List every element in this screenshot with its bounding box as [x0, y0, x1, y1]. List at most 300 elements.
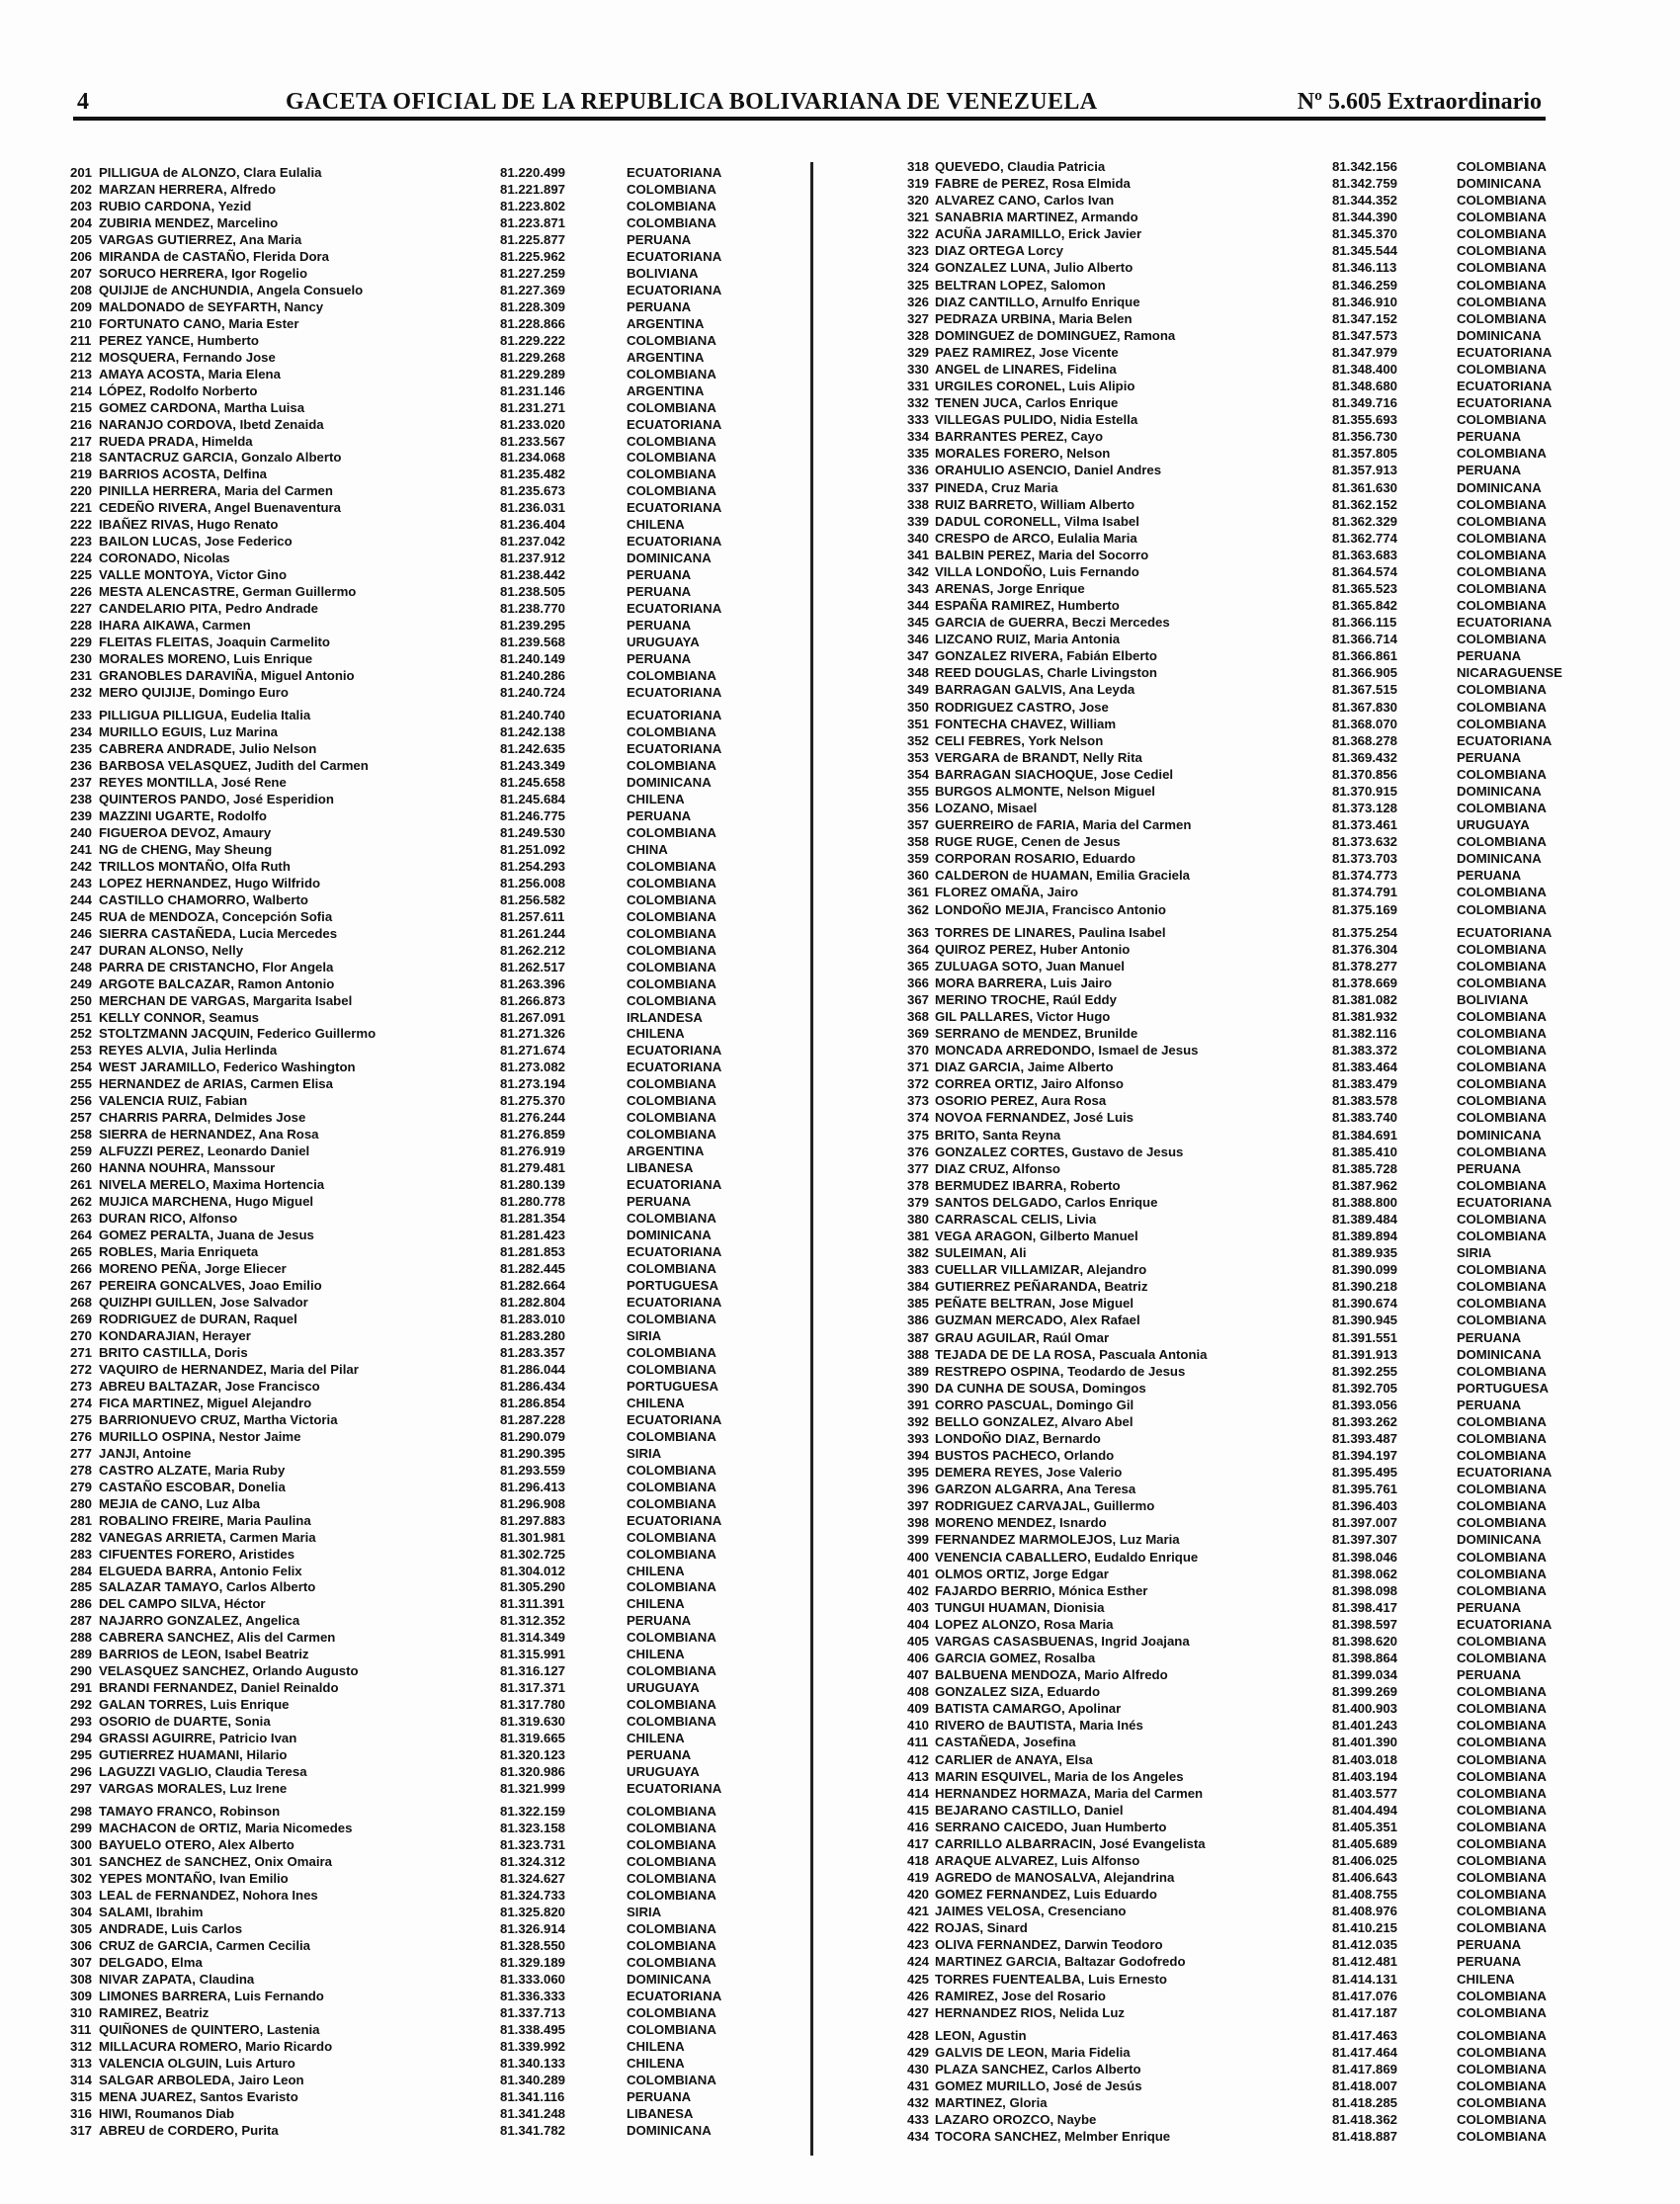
id-number: 81.324.312 [500, 1854, 566, 1869]
nationality: ECUATORIANA [1457, 1194, 1553, 1210]
nationality: DOMINICANA [627, 551, 712, 566]
id-number: 81.321.999 [500, 1781, 566, 1797]
nationality: PERUANA [1457, 1397, 1522, 1412]
entry-number: 399 [907, 1532, 930, 1548]
id-number: 81.395.761 [1332, 1482, 1398, 1497]
id-number: 81.344.390 [1332, 210, 1398, 225]
id-number: 81.383.740 [1332, 1110, 1398, 1126]
id-number: 81.282.445 [500, 1261, 566, 1277]
id-number: 81.227.259 [500, 265, 566, 281]
id-number: 81.225.877 [500, 231, 566, 247]
page-number: 4 [77, 89, 89, 115]
entry-number: 332 [907, 395, 930, 411]
id-number: 81.357.913 [1332, 463, 1398, 478]
entry-number: 409 [907, 1701, 930, 1717]
nationality: ECUATORIANA [1457, 1616, 1553, 1632]
id-number: 81.418.285 [1332, 2095, 1398, 2111]
nationality: ECUATORIANA [627, 282, 722, 297]
nationality: COLOMBIANA [1457, 2044, 1547, 2060]
person-name: PARRA DE CRISTANCHO, Flor Angela [99, 959, 334, 975]
id-number: 81.341.782 [500, 2122, 566, 2138]
entry-number: 398 [907, 1515, 930, 1531]
person-name: HERNANDEZ de ARIAS, Carmen Elisa [99, 1076, 333, 1092]
entry-number: 373 [907, 1093, 930, 1109]
id-number: 81.266.873 [500, 992, 566, 1008]
nationality: COLOMBIANA [627, 908, 716, 924]
entry-number: 370 [907, 1043, 930, 1059]
nationality: ECUATORIANA [627, 601, 722, 617]
id-number: 81.362.774 [1332, 530, 1398, 546]
id-number: 81.414.131 [1332, 1971, 1398, 1987]
entry-number: 284 [70, 1563, 93, 1578]
nationality: PERUANA [1457, 648, 1522, 664]
person-name: PEREIRA GONCALVES, Joao Emilio [99, 1278, 322, 1294]
id-number: 81.281.853 [500, 1244, 566, 1260]
id-number: 81.394.197 [1332, 1448, 1398, 1464]
entry-number: 414 [907, 1785, 930, 1801]
nationality: ECUATORIANA [627, 1060, 722, 1075]
person-name: DOMINGUEZ de DOMINGUEZ, Ramona [935, 327, 1176, 343]
nationality: COLOMBIANA [1457, 1853, 1547, 1868]
id-number: 81.262.517 [500, 959, 566, 975]
nationality: COLOMBIANA [627, 366, 716, 381]
person-name: DADUL CORONELL, Vilma Isabel [935, 513, 1139, 529]
person-name: FABRE de PEREZ, Rosa Elmida [935, 176, 1131, 192]
id-number: 81.375.254 [1332, 924, 1398, 940]
person-name: CEDEÑO RIVERA, Angel Buenaventura [99, 500, 341, 516]
person-name: CASTAÑEDA, Josefina [935, 1735, 1076, 1750]
id-number: 81.336.333 [500, 1988, 566, 2003]
nationality: ECUATORIANA [627, 1177, 722, 1193]
id-number: 81.283.280 [500, 1327, 566, 1343]
entry-number: 400 [907, 1549, 930, 1565]
id-number: 81.387.962 [1332, 1177, 1398, 1193]
nationality: COLOMBIANA [627, 2072, 716, 2087]
id-number: 81.328.550 [500, 1937, 566, 1953]
entry-number: 348 [907, 665, 930, 681]
entry-number: 380 [907, 1211, 930, 1227]
entry-number: 224 [70, 551, 93, 566]
person-name: GOMEZ FERNANDEZ, Luis Eduardo [935, 1887, 1157, 1903]
person-name: BRITO CASTILLA, Doris [99, 1344, 248, 1360]
entry-number: 392 [907, 1413, 930, 1429]
id-number: 81.399.269 [1332, 1684, 1398, 1700]
entry-number: 388 [907, 1346, 930, 1362]
nationality: COLOMBIANA [627, 1261, 716, 1277]
entry-number: 389 [907, 1363, 930, 1379]
person-name: SANCHEZ de SANCHEZ, Onix Omaira [99, 1854, 332, 1869]
entry-number: 207 [70, 265, 93, 281]
id-number: 81.271.674 [500, 1043, 566, 1059]
person-name: QUIÑONES de QUINTERO, Lastenia [99, 2021, 320, 2037]
entry-number: 356 [907, 801, 930, 816]
id-number: 81.325.820 [500, 1904, 566, 1919]
entry-number: 407 [907, 1667, 930, 1683]
person-name: LONDOÑO MEJIA, Francisco Antonio [935, 901, 1166, 917]
id-number: 81.297.883 [500, 1512, 566, 1528]
id-number: 81.333.060 [500, 1971, 566, 1987]
id-number: 81.340.133 [500, 2055, 566, 2071]
nationality: COLOMBIANA [1457, 2129, 1547, 2145]
id-number: 81.239.568 [500, 635, 566, 650]
id-number: 81.405.689 [1332, 1835, 1398, 1851]
id-number: 81.324.733 [500, 1887, 566, 1903]
nationality: LIBANESA [627, 1160, 694, 1176]
nationality: COLOMBIANA [627, 1311, 716, 1326]
nationality: COLOMBIANA [627, 466, 716, 482]
entry-number: 223 [70, 534, 93, 550]
entry-number: 333 [907, 412, 930, 428]
person-name: ALVAREZ CANO, Carlos Ivan [935, 193, 1115, 209]
id-number: 81.231.146 [500, 382, 566, 398]
nationality: ECUATORIANA [1457, 379, 1553, 394]
id-number: 81.366.714 [1332, 632, 1398, 647]
id-number: 81.417.187 [1332, 2004, 1398, 2020]
id-number: 81.397.307 [1332, 1532, 1398, 1548]
entry-number: 220 [70, 483, 93, 499]
person-name: FERNANDEZ MARMOLEJOS, Luz Maria [935, 1532, 1180, 1548]
entry-number: 209 [70, 298, 93, 314]
id-number: 81.348.400 [1332, 361, 1398, 377]
person-name: BATISTA CAMARGO, Apolinar [935, 1701, 1122, 1717]
entry-number: 405 [907, 1633, 930, 1649]
person-name: DURAN RICO, Alfonso [99, 1211, 238, 1227]
entry-number: 328 [907, 327, 930, 343]
nationality: COLOMBIANA [627, 992, 716, 1008]
person-name: MORALES FORERO, Nelson [935, 446, 1111, 462]
id-number: 81.347.573 [1332, 327, 1398, 343]
id-number: 81.251.092 [500, 841, 566, 857]
person-name: GONZALEZ LUNA, Julio Alberto [935, 260, 1134, 276]
nationality: COLOMBIANA [627, 1479, 716, 1494]
person-name: VARGAS CASASBUENAS, Ingrid Joajana [935, 1633, 1190, 1649]
person-name: RAMIREZ, Beatriz [99, 2004, 210, 2020]
id-number: 81.235.482 [500, 466, 566, 482]
person-name: LONDOÑO DIAZ, Bernardo [935, 1431, 1101, 1446]
id-number: 81.362.152 [1332, 496, 1398, 512]
entry-number: 272 [70, 1361, 93, 1377]
id-number: 81.267.091 [500, 1009, 566, 1025]
id-number: 81.381.082 [1332, 991, 1398, 1007]
entry-number: 232 [70, 685, 93, 701]
id-number: 81.389.484 [1332, 1211, 1398, 1227]
id-number: 81.366.861 [1332, 648, 1398, 664]
nationality: CHILENA [627, 2038, 685, 2054]
nationality: ECUATORIANA [1457, 344, 1553, 360]
id-number: 81.364.574 [1332, 563, 1398, 579]
person-name: MORALES MORENO, Luis Enrique [99, 651, 313, 667]
entry-number: 425 [907, 1971, 930, 1987]
person-name: GONZALEZ SIZA, Eduardo [935, 1684, 1101, 1700]
person-name: LIMONES BARRERA, Luis Fernando [99, 1988, 324, 2003]
entry-number: 385 [907, 1296, 930, 1312]
nationality: DOMINICANA [1457, 327, 1542, 343]
entry-number: 354 [907, 766, 930, 782]
id-number: 81.312.352 [500, 1613, 566, 1629]
entry-number: 338 [907, 496, 930, 512]
id-number: 81.242.138 [500, 724, 566, 739]
person-name: PILLIGUA de ALONZO, Clara Eulalia [99, 165, 322, 180]
nationality: DOMINICANA [1457, 1346, 1542, 1362]
nationality: CHILENA [627, 1596, 685, 1612]
person-name: PAEZ RAMIREZ, Jose Vicente [935, 344, 1119, 360]
entry-number: 413 [907, 1768, 930, 1784]
person-name: JAIMES VELOSA, Cresenciano [935, 1904, 1127, 1919]
id-number: 81.347.979 [1332, 344, 1398, 360]
entry-number: 417 [907, 1835, 930, 1851]
id-number: 81.410.215 [1332, 1920, 1398, 1936]
nationality: CHILENA [627, 2055, 685, 2071]
id-number: 81.257.611 [500, 908, 565, 924]
person-name: ARGOTE BALCAZAR, Ramon Antonio [99, 975, 335, 991]
id-number: 81.323.731 [500, 1837, 566, 1853]
id-number: 81.389.894 [1332, 1229, 1398, 1244]
id-number: 81.296.908 [500, 1495, 566, 1511]
entry-number: 292 [70, 1697, 93, 1713]
nationality: COLOMBIANA [1457, 1060, 1547, 1075]
entry-number: 424 [907, 1954, 930, 1970]
person-name: SERRANO de MENDEZ, Brunilde [935, 1026, 1138, 1042]
person-name: JANJI, Antoine [99, 1445, 192, 1461]
nationality: COLOMBIANA [1457, 1515, 1547, 1531]
entry-number: 282 [70, 1529, 93, 1545]
entry-number: 238 [70, 791, 93, 806]
entry-number: 382 [907, 1245, 930, 1261]
nationality: PERUANA [1457, 1954, 1522, 1970]
id-number: 81.231.271 [500, 399, 566, 415]
entry-number: 335 [907, 446, 930, 462]
id-number: 81.357.805 [1332, 446, 1398, 462]
id-number: 81.304.012 [500, 1563, 566, 1578]
person-name: ARAQUE ALVAREZ, Luis Alfonso [935, 1853, 1140, 1868]
person-name: QUIROZ PEREZ, Huber Antonio [935, 941, 1131, 957]
person-name: MALDONADO de SEYFARTH, Nancy [99, 298, 324, 314]
id-number: 81.398.098 [1332, 1582, 1398, 1598]
nationality: COLOMBIANA [627, 2021, 716, 2037]
entry-number: 255 [70, 1076, 93, 1092]
id-number: 81.398.062 [1332, 1566, 1398, 1581]
id-number: 81.324.627 [500, 1870, 566, 1886]
person-name: RODRIGUEZ CARVAJAL, Guillermo [935, 1498, 1155, 1514]
entry-number: 340 [907, 530, 930, 546]
person-name: MONCADA ARREDONDO, Ismael de Jesus [935, 1043, 1199, 1059]
person-name: BARRIOS de LEON, Isabel Beatriz [99, 1647, 309, 1662]
person-name: RIVERO de BAUTISTA, Maria Inés [935, 1718, 1143, 1734]
id-number: 81.311.391 [500, 1596, 565, 1612]
id-number: 81.282.804 [500, 1294, 566, 1310]
person-name: AMAYA ACOSTA, Maria Elena [99, 366, 281, 381]
id-number: 81.236.031 [500, 500, 566, 516]
nationality: COLOMBIANA [627, 483, 716, 499]
nationality: COLOMBIANA [627, 1854, 716, 1869]
entry-number: 430 [907, 2061, 930, 2077]
id-number: 81.315.991 [500, 1647, 566, 1662]
nationality: COLOMBIANA [1457, 210, 1547, 225]
nationality: COLOMBIANA [1457, 2078, 1547, 2094]
person-name: VELASQUEZ SANCHEZ, Orlando Augusto [99, 1663, 359, 1679]
person-name: MESTA ALENCASTRE, German Guillermo [99, 584, 357, 600]
person-name: CASTRO ALZATE, Maria Ruby [99, 1462, 286, 1478]
nationality: COLOMBIANA [1457, 1768, 1547, 1784]
entry-number: 308 [70, 1971, 93, 1987]
entry-number: 376 [907, 1144, 930, 1159]
id-number: 81.319.665 [500, 1731, 566, 1746]
id-number: 81.398.597 [1332, 1616, 1398, 1632]
entry-number: 298 [70, 1804, 93, 1820]
entry-number: 390 [907, 1380, 930, 1396]
id-number: 81.412.481 [1332, 1954, 1398, 1970]
person-name: MACHACON de ORTIZ, Maria Nicomedes [99, 1821, 353, 1836]
person-name: NIVELA MERELO, Maxima Hortencia [99, 1177, 325, 1193]
entry-number: 371 [907, 1060, 930, 1075]
id-number: 81.405.351 [1332, 1819, 1398, 1834]
id-number: 81.393.056 [1332, 1397, 1398, 1412]
id-number: 81.370.856 [1332, 766, 1398, 782]
id-number: 81.342.156 [1332, 159, 1398, 174]
entry-number: 212 [70, 349, 93, 365]
entry-number: 260 [70, 1160, 93, 1176]
id-number: 81.403.194 [1332, 1768, 1398, 1784]
nationality: COLOMBIANA [627, 1361, 716, 1377]
id-number: 81.374.773 [1332, 868, 1398, 884]
entry-number: 244 [70, 891, 93, 907]
entry-number: 406 [907, 1651, 930, 1666]
person-name: PLAZA SANCHEZ, Carlos Alberto [935, 2061, 1141, 2077]
entry-number: 393 [907, 1431, 930, 1446]
person-name: BEJARANO CASTILLO, Daniel [935, 1802, 1124, 1818]
id-number: 81.399.034 [1332, 1667, 1398, 1683]
entry-number: 273 [70, 1378, 93, 1394]
id-number: 81.305.290 [500, 1579, 566, 1595]
nationality: ECUATORIANA [1457, 615, 1553, 631]
nationality: COLOMBIANA [1457, 1582, 1547, 1598]
id-number: 81.319.630 [500, 1714, 566, 1730]
id-number: 81.346.259 [1332, 277, 1398, 293]
nationality: COLOMBIANA [627, 1887, 716, 1903]
entry-number: 402 [907, 1582, 930, 1598]
person-name: MERINO TROCHE, Raúl Eddy [935, 991, 1117, 1007]
person-name: ROBLES, Maria Enriqueta [99, 1244, 259, 1260]
nationality: DOMINICANA [627, 774, 712, 790]
nationality: COLOMBIANA [627, 891, 716, 907]
id-number: 81.378.669 [1332, 975, 1398, 990]
id-number: 81.236.404 [500, 517, 566, 533]
person-name: FAJARDO BERRIO, Mónica Esther [935, 1582, 1148, 1598]
nationality: COLOMBIANA [1457, 2095, 1547, 2111]
nationality: CHINA [627, 841, 668, 857]
person-name: ESPAÑA RAMIREZ, Humberto [935, 598, 1120, 614]
nationality: PERUANA [627, 807, 692, 823]
entry-number: 312 [70, 2038, 93, 2054]
nationality: COLOMBIANA [1457, 294, 1547, 309]
id-number: 81.391.913 [1332, 1346, 1398, 1362]
id-number: 81.221.897 [500, 181, 566, 197]
person-name: MIRANDA de CASTAÑO, Flerida Dora [99, 248, 329, 264]
nationality: CHILENA [627, 791, 685, 806]
entry-number: 324 [907, 260, 930, 276]
nationality: COLOMBIANA [627, 214, 716, 230]
nationality: COLOMBIANA [627, 198, 716, 213]
entry-number: 427 [907, 2004, 930, 2020]
entry-number: 408 [907, 1684, 930, 1700]
person-name: GALAN TORRES, Luis Enrique [99, 1697, 290, 1713]
entry-number: 236 [70, 757, 93, 773]
nationality: COLOMBIANA [1457, 1988, 1547, 2003]
person-name: CABRERA SANCHEZ, Alis del Carmen [99, 1630, 336, 1646]
person-name: CARLIER de ANAYA, Elsa [935, 1751, 1093, 1767]
nationality: COLOMBIANA [627, 1714, 716, 1730]
person-name: MARTINEZ GARCIA, Baltazar Godofredo [935, 1954, 1186, 1970]
person-name: VANEGAS ARRIETA, Carmen Maria [99, 1529, 316, 1545]
nationality: COLOMBIANA [1457, 159, 1547, 174]
id-number: 81.367.515 [1332, 682, 1398, 698]
nationality: NICARAGUENSE [1457, 665, 1562, 681]
entry-number: 403 [907, 1599, 930, 1615]
person-name: SORUCO HERRERA, Igor Rogelio [99, 265, 308, 281]
entry-number: 318 [907, 159, 930, 174]
person-name: CRESPO de ARCO, Eulalia Maria [935, 530, 1137, 546]
nationality: SIRIA [627, 1327, 662, 1343]
nationality: COLOMBIANA [1457, 310, 1547, 326]
nationality: COLOMBIANA [1457, 446, 1547, 462]
id-number: 81.383.578 [1332, 1093, 1398, 1109]
nationality: ARGENTINA [627, 349, 705, 365]
id-number: 81.240.740 [500, 708, 566, 723]
id-number: 81.381.932 [1332, 1009, 1398, 1024]
id-number: 81.316.127 [500, 1663, 566, 1679]
nationality: COLOMBIANA [1457, 243, 1547, 259]
person-name: BURGOS ALMONTE, Nelson Miguel [935, 783, 1155, 799]
person-name: DIAZ GARCIA, Jaime Alberto [935, 1060, 1114, 1075]
person-name: DEL CAMPO SILVA, Héctor [99, 1596, 266, 1612]
entry-number: 248 [70, 959, 93, 975]
entry-number: 365 [907, 958, 930, 974]
person-name: OSORIO PEREZ, Aura Rosa [935, 1093, 1107, 1109]
entry-number: 339 [907, 513, 930, 529]
entry-number: 202 [70, 181, 93, 197]
nationality: COLOMBIANA [627, 1920, 716, 1936]
person-name: GOMEZ PERALTA, Juana de Jesus [99, 1228, 314, 1243]
entry-number: 386 [907, 1313, 930, 1328]
person-name: REYES MONTILLA, José Rene [99, 774, 287, 790]
person-name: GONZALEZ RIVERA, Fabián Elberto [935, 648, 1157, 664]
id-number: 81.362.329 [1332, 513, 1398, 529]
id-number: 81.340.289 [500, 2072, 566, 2087]
entry-number: 434 [907, 2129, 930, 2145]
entry-number: 326 [907, 294, 930, 309]
id-number: 81.261.244 [500, 925, 566, 941]
nationality: COLOMBIANA [627, 1093, 716, 1109]
person-name: GRAU AGUILAR, Raúl Omar [935, 1329, 1110, 1345]
entry-number: 347 [907, 648, 930, 664]
nationality: COLOMBIANA [1457, 1229, 1547, 1244]
nationality: COLOMBIANA [1457, 1887, 1547, 1903]
id-number: 81.373.461 [1332, 817, 1398, 833]
nationality: LIBANESA [627, 2105, 694, 2121]
entry-number: 206 [70, 248, 93, 264]
entry-number: 304 [70, 1904, 93, 1919]
person-name: MERCHAN DE VARGAS, Margarita Isabel [99, 992, 353, 1008]
id-number: 81.339.992 [500, 2038, 566, 2054]
person-name: SIERRA de HERNANDEZ, Ana Rosa [99, 1127, 319, 1143]
person-name: SIERRA CASTAÑEDA, Lucia Mercedes [99, 925, 338, 941]
nationality: COLOMBIANA [627, 959, 716, 975]
id-number: 81.256.008 [500, 875, 566, 890]
id-number: 81.273.194 [500, 1076, 566, 1092]
id-number: 81.388.800 [1332, 1194, 1398, 1210]
entry-number: 404 [907, 1616, 930, 1632]
entry-number: 279 [70, 1479, 93, 1494]
